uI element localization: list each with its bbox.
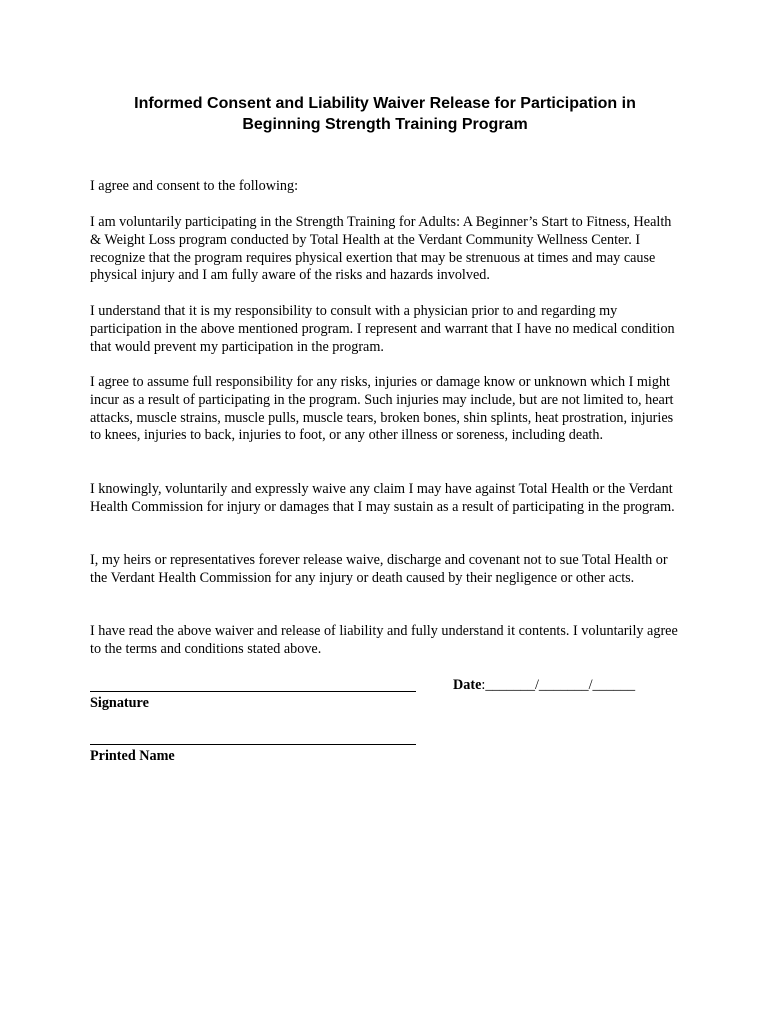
paragraph-risks: I agree to assume full responsibility for any risks, injuries or damage know or unknown which I might incur as a result of participating in the program. Such injuries may include, but are not limited to, heart attacks, muscle strains, muscle pulls, muscle tears, broken bones, shin splints, heat prostration, injuries to knees, injuries to back, injuries to foot, or any other illness or soreness, including death. — [90, 374, 674, 444]
date-field[interactable] — [453, 677, 635, 694]
paragraph-release: I, my heirs or representatives forever release waive, discharge and covenant not to sue Total Health or the Verdant Health Commission for any injury or death caused by their negligence or other acts. — [90, 552, 668, 586]
paragraph-agreement: I have read the above waiver and release of liability and fully understand it contents. I voluntarily agree to the terms and conditions stated above. — [90, 623, 678, 657]
title-line-2: Beginning Strength Training Program — [242, 116, 528, 133]
signature-line[interactable] — [90, 691, 416, 692]
printed-name-line[interactable] — [90, 744, 416, 745]
paragraph-participation: I am voluntarily participating in the Strength Training for Adults: A Beginner’s Start to Fitness, Health & Weight Loss program conducted by Total Health at the Verdant Community Wellness Center. I recognize that the program requires physical exertion that may be strenuous at times and may cause physical injury and I am fully aware of the risks and hazards involved. — [90, 214, 672, 284]
paragraph-physician: I understand that it is my responsibility to consult with a physician prior to and regarding my participation in the above mentioned program. I represent and warrant that I have no medical condition that would prevent my participation in the program. — [90, 303, 675, 355]
paragraph-waive-claim: I knowingly, voluntarily and expressly waive any claim I may have against Total Health or the Verdant Health Commission for injury or damages that I may sustain as a result of participating in the program. — [90, 481, 675, 515]
date-blank: :_______/_______/______ — [481, 677, 636, 693]
printed-name-label: Printed Name — [90, 748, 175, 764]
intro-text: I agree and consent to the following: — [90, 178, 299, 194]
document-title — [60, 93, 710, 135]
title-line-1: Informed Consent and Liability Waiver Release for Participation in — [134, 95, 636, 112]
date-label: Date — [453, 677, 482, 693]
signature-label: Signature — [90, 695, 149, 711]
